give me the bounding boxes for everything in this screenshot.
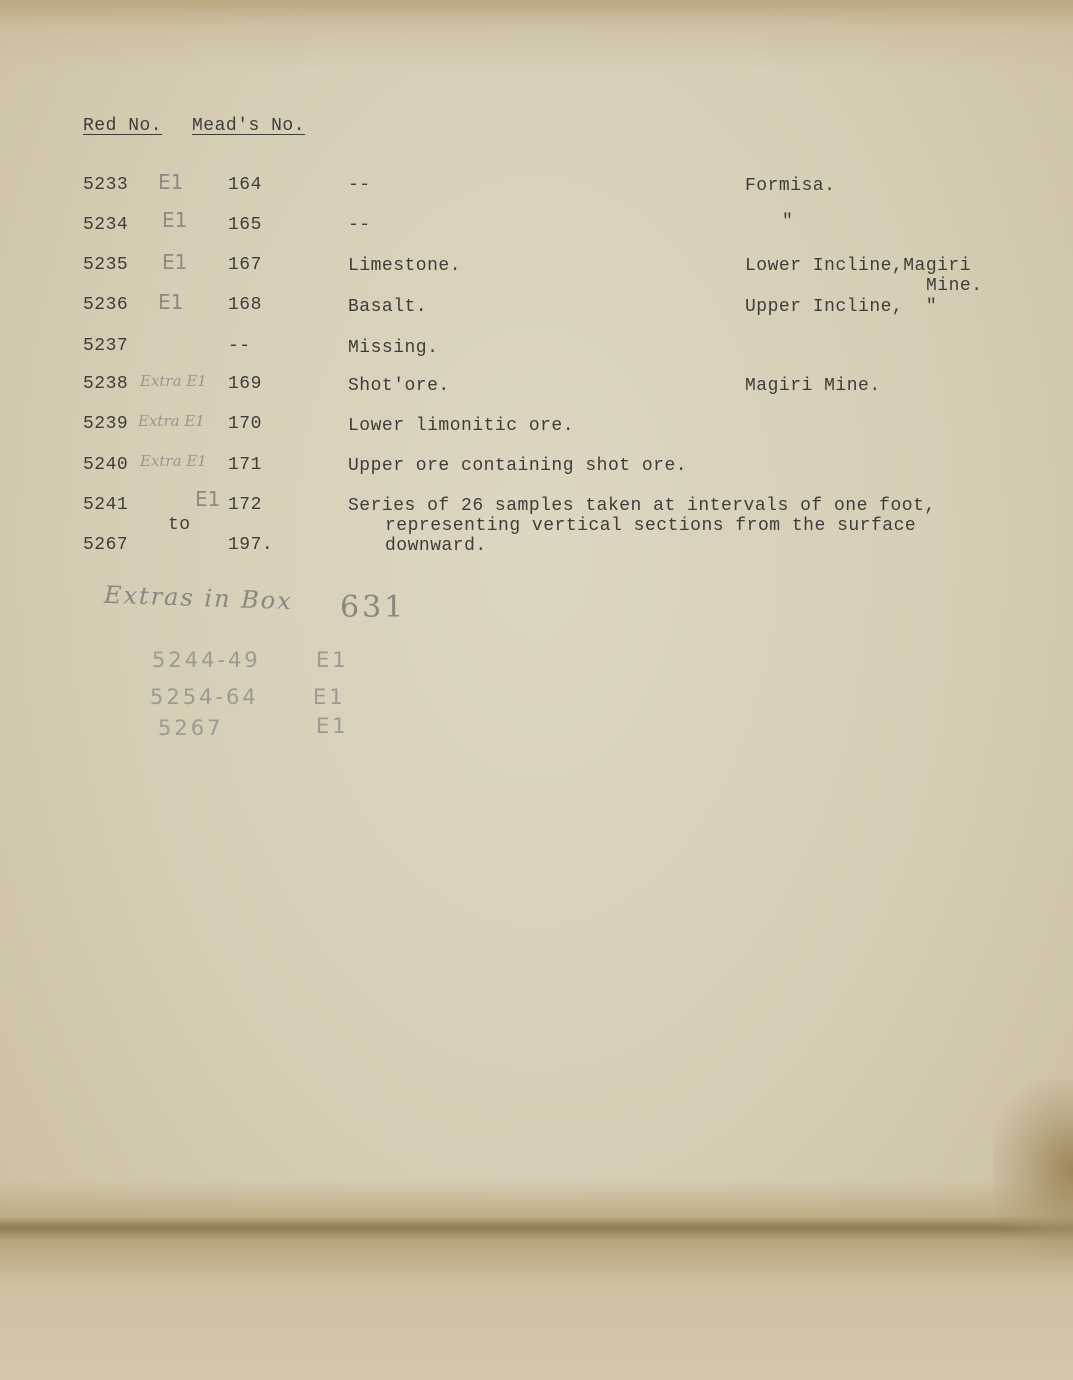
location: Formisa. [745, 176, 836, 196]
location: Magiri Mine. [745, 376, 881, 396]
right-stain [993, 1080, 1073, 1260]
handwritten-mark: E1 [162, 208, 188, 232]
description: -- [348, 215, 371, 235]
description: Missing. [348, 338, 439, 358]
box-number: 631 [340, 590, 407, 625]
handwritten-mark: E1 [158, 170, 184, 194]
location: Upper Incline, " [745, 297, 938, 317]
location: Lower Incline,Magiri [745, 256, 972, 276]
bottom-burn-stain [0, 1180, 1073, 1380]
handwritten-mark: Extra E1 [138, 412, 205, 430]
series-red-to: 5267 [83, 535, 129, 555]
description: Lower limonitic ore. [348, 416, 575, 436]
series-description-line1: Series of 26 samples taken at intervals of one foot, [348, 496, 936, 516]
description: Limestone. [348, 256, 462, 276]
red-number: 5240 [83, 455, 129, 475]
extras-tag: E1 [316, 714, 349, 738]
red-number: 5236 [83, 295, 129, 315]
description: Basalt. [348, 297, 428, 317]
series-mead-to: 197. [228, 535, 274, 555]
extras-tag: E1 [313, 685, 346, 709]
extras-range: 5244-49 [152, 648, 261, 672]
extras-range: 5267 [158, 716, 224, 740]
red-number: 5233 [83, 175, 129, 195]
mead-number: 170 [228, 414, 262, 434]
mead-number: 167 [228, 255, 262, 275]
handwritten-mark: Extra E1 [140, 372, 207, 390]
red-number: 5237 [83, 336, 129, 356]
handwritten-mark: E1 [158, 290, 184, 314]
description: Shot'ore. [348, 376, 450, 396]
series-to: to [168, 515, 191, 535]
mead-number: 165 [228, 215, 262, 235]
handwritten-mark: E1 [195, 487, 221, 511]
mead-number: 169 [228, 374, 262, 394]
extras-tag: E1 [316, 648, 349, 672]
series-mead-from: 172 [228, 495, 262, 515]
location: " [782, 212, 794, 232]
red-number: 5235 [83, 255, 129, 275]
red-number: 5234 [83, 215, 129, 235]
description: -- [348, 175, 371, 195]
series-description-line3: downward. [385, 536, 487, 556]
handwritten-mark: E1 [162, 250, 188, 274]
handwritten-mark: Extra E1 [140, 452, 207, 470]
extras-range: 5254-64 [150, 685, 259, 709]
top-stain [0, 0, 1073, 70]
extras-note: Extras in Box [103, 580, 294, 616]
series-red-from: 5241 [83, 495, 129, 515]
location-continued: Mine. [926, 276, 983, 296]
header-red-no: Red No. [83, 116, 163, 136]
red-number: 5238 [83, 374, 129, 394]
mead-number: 164 [228, 175, 262, 195]
header-meads-no: Mead's No. [192, 116, 306, 136]
description: Upper ore containing shot ore. [348, 456, 688, 476]
mead-number: 168 [228, 295, 262, 315]
series-description-line2: representing vertical sections from the surface [385, 516, 917, 536]
mead-number: 171 [228, 455, 262, 475]
mead-number: -- [228, 336, 251, 356]
red-number: 5239 [83, 414, 129, 434]
